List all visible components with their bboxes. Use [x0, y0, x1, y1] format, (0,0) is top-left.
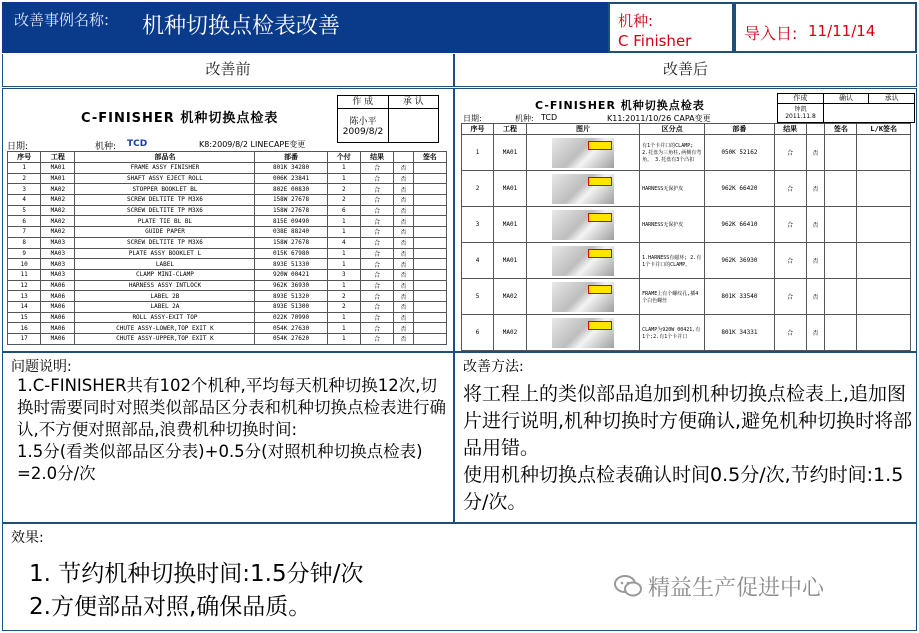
case-name-cell — [2, 2, 608, 53]
process-cell: MA02 — [494, 279, 527, 315]
process-cell: MA02 — [494, 315, 527, 351]
table-cell: 否 — [394, 323, 413, 334]
intro-date-cell — [734, 2, 917, 53]
before-col-header: 部品名 — [75, 152, 255, 163]
signature-cell — [413, 248, 446, 259]
watermark-text: 精益生产促进中心 — [648, 576, 825, 601]
table-cell: 1 — [327, 248, 360, 259]
after-col-header: 图片 — [526, 124, 639, 135]
table-cell: MA03 — [41, 259, 75, 270]
table-cell: 否 — [394, 227, 413, 238]
table-cell: 合 — [360, 163, 393, 174]
model-cell — [608, 2, 734, 53]
problem-text: 1.C-FINISHER共有102个机种,平均每天机种切换12次,切换时需要同时对照类似部品区分表和机种切换点检表进行确认,不方便对照部品,浪费机种切换时间: 1.5分(看类似部品区分表)+0.5分(对照机种切换点检表) =2.0分/次 — [17, 376, 446, 483]
table-cell: MA03 — [41, 237, 75, 248]
result-ng: 否 — [806, 135, 825, 171]
table-cell: 3 — [8, 184, 41, 195]
after-stamp-box — [777, 93, 915, 123]
table-cell: 合 — [360, 291, 393, 302]
before-stamp-date: 2009/8/2 — [342, 127, 384, 137]
lk-signature-cell — [857, 279, 911, 315]
table-cell: GUIDE PAPER — [75, 227, 255, 238]
table-cell: SCREW DELTITE TP M3X6 — [75, 237, 255, 248]
table-cell: 015K 67980 — [255, 248, 327, 259]
after-stamp-h3: 承认 — [884, 94, 899, 102]
method-caption: 改善方法: — [463, 359, 524, 375]
table-row — [8, 195, 447, 206]
after-stamp-h1: 作成 — [778, 94, 824, 103]
table-cell: 合 — [360, 259, 393, 270]
table-cell: MA02 — [41, 205, 75, 216]
after-doc-title: C-FINISHER 机种切换点检表 — [535, 99, 705, 112]
after-col-header — [806, 124, 825, 135]
table-cell: 合 — [360, 205, 393, 216]
result-ng: 否 — [806, 171, 825, 207]
part-photo-cell — [526, 207, 639, 243]
table-cell: 893E 51330 — [255, 259, 327, 270]
problem-section — [2, 352, 454, 523]
row-number: 4 — [462, 243, 494, 279]
signature-cell — [413, 301, 446, 312]
result-ng: 否 — [806, 207, 825, 243]
table-row — [8, 259, 447, 270]
intro-date-value: 11/11/14 — [808, 22, 876, 40]
table-cell: 合 — [360, 248, 393, 259]
process-cell: MA01 — [494, 207, 527, 243]
model-label: 机种: — [618, 12, 654, 30]
table-cell: 合 — [360, 323, 393, 334]
table-cell: 1 — [327, 334, 360, 345]
signature-cell — [413, 259, 446, 270]
table-cell: PLATE ASSY BOOKLET L — [75, 248, 255, 259]
part-number: 962K 66410 — [705, 207, 774, 243]
table-cell: 合 — [360, 334, 393, 345]
after-col-header: 区分点 — [640, 124, 705, 135]
distinguish-point: CLAMP为920W 00421,有1个;2.有1个卡并口 — [640, 315, 705, 351]
table-cell: 054K 27630 — [255, 323, 327, 334]
table-cell: 8 — [8, 237, 41, 248]
table-cell: 7 — [8, 227, 41, 238]
after-ref: K11:2011/10/26 CAPA变更 — [607, 114, 711, 123]
part-photo — [552, 246, 614, 276]
table-row — [462, 207, 911, 243]
after-col-header: 结果 — [774, 124, 806, 135]
after-checksheet-image — [454, 88, 917, 352]
table-row — [8, 334, 447, 345]
result-ng: 否 — [806, 279, 825, 315]
intro-date-label: 导入日: — [744, 24, 798, 43]
signature-cell — [413, 280, 446, 291]
table-row — [8, 248, 447, 259]
before-stamp-name: 陈小平 — [349, 117, 377, 127]
table-cell: 否 — [394, 205, 413, 216]
table-cell: 006K 23841 — [255, 173, 327, 184]
before-col-header: 个付 — [327, 152, 360, 163]
after-col-header: 签名 — [825, 124, 857, 135]
table-cell: 17 — [8, 334, 41, 345]
signature-cell — [413, 227, 446, 238]
table-cell: 1 — [327, 227, 360, 238]
after-col-header: 序号 — [462, 124, 494, 135]
before-col-header: 签名 — [413, 152, 446, 163]
table-row — [462, 243, 911, 279]
before-checksheet-image — [2, 88, 454, 352]
part-photo — [552, 210, 614, 240]
lk-signature-cell — [857, 135, 911, 171]
table-cell: 158W 27678 — [255, 237, 327, 248]
method-text: 将工程上的类似部品追加到机种切换点检表上,追加图片进行说明,机种切换时方便确认,避免机种切换时将部品用错。 使用机种切换点检表确认时间0.5分/次,节约时间:1.5分/次。 — [463, 383, 913, 513]
table-cell: HARNESS ASSY INTLOCK — [75, 280, 255, 291]
process-cell: MA01 — [494, 171, 527, 207]
before-stamp-box — [337, 95, 439, 143]
row-number: 3 — [462, 207, 494, 243]
table-cell: LABEL 2B — [75, 291, 255, 302]
signature-cell — [413, 195, 446, 206]
table-cell: MA01 — [41, 163, 75, 174]
table-cell: 6 — [8, 216, 41, 227]
after-stamp-h2: 确认 — [824, 94, 870, 103]
method-section — [454, 352, 917, 523]
table-row — [8, 184, 447, 195]
part-photo-cell — [526, 279, 639, 315]
part-number: 801K 33540 — [705, 279, 774, 315]
table-cell: 893E 51320 — [255, 291, 327, 302]
after-date-label: 日期: — [463, 114, 482, 123]
table-cell: 否 — [394, 163, 413, 174]
part-photo — [552, 174, 614, 204]
table-cell: 158W 27678 — [255, 195, 327, 206]
table-cell: MA06 — [41, 301, 75, 312]
result-ok: 合 — [774, 135, 806, 171]
highlight-tag — [588, 285, 612, 294]
case-name-label: 改善事例名称: — [14, 11, 110, 29]
signature-cell — [825, 279, 857, 315]
table-cell: 893E 51300 — [255, 301, 327, 312]
after-heading: 改善后 — [454, 54, 917, 87]
table-cell: MA02 — [41, 216, 75, 227]
table-cell: 2 — [327, 184, 360, 195]
table-cell: 1 — [327, 259, 360, 270]
table-cell: 802E 00830 — [255, 184, 327, 195]
highlight-tag — [588, 321, 612, 330]
table-cell: MA01 — [41, 173, 75, 184]
distinguish-point: FRAME上有个螺纹孔,插4个白色螺丝 — [640, 279, 705, 315]
table-cell: 2 — [327, 195, 360, 206]
table-cell: 038E 88240 — [255, 227, 327, 238]
signature-cell — [413, 205, 446, 216]
process-cell: MA01 — [494, 243, 527, 279]
table-cell: ROLL ASSY-EXIT TOP — [75, 312, 255, 323]
table-cell: 6 — [327, 205, 360, 216]
distinguish-point: HARNESS无保护皮 — [640, 171, 705, 207]
signature-cell — [413, 334, 446, 345]
table-row — [8, 269, 447, 280]
table-cell: 否 — [394, 248, 413, 259]
table-cell: 2 — [8, 173, 41, 184]
before-model-value: TCD — [127, 139, 148, 149]
result-ok: 合 — [774, 171, 806, 207]
table-cell: 合 — [360, 195, 393, 206]
table-cell: MA03 — [41, 248, 75, 259]
table-cell: CHUTE ASSY-LOWER,TOP EXIT K — [75, 323, 255, 334]
table-row — [462, 135, 911, 171]
after-col-header: 工程 — [494, 124, 527, 135]
row-number: 2 — [462, 171, 494, 207]
part-number: 962K 36930 — [705, 243, 774, 279]
table-cell: 16 — [8, 323, 41, 334]
part-photo — [552, 138, 614, 168]
table-cell: MA02 — [41, 195, 75, 206]
table-cell: 合 — [360, 280, 393, 291]
part-number: 962K 66420 — [705, 171, 774, 207]
signature-cell — [825, 171, 857, 207]
table-cell: 否 — [394, 216, 413, 227]
signature-cell — [825, 207, 857, 243]
table-cell: 13 — [8, 291, 41, 302]
table-row — [8, 163, 447, 174]
wechat-icon — [614, 574, 642, 598]
table-cell: SHAFT ASSY EJECT ROLL — [75, 173, 255, 184]
table-row — [462, 279, 911, 315]
table-cell: 5 — [8, 205, 41, 216]
table-cell: 否 — [394, 237, 413, 248]
table-row — [8, 312, 447, 323]
table-cell: 否 — [394, 173, 413, 184]
table-cell: 801K 34280 — [255, 163, 327, 174]
before-stamp-h2: 承 认 — [402, 97, 424, 107]
lk-signature-cell — [857, 315, 911, 351]
signature-cell — [413, 312, 446, 323]
signature-cell — [413, 163, 446, 174]
table-cell: SCREW DELTITE TP M3X6 — [75, 205, 255, 216]
after-model-value: TCD — [541, 113, 558, 122]
before-date-label: 日期: — [7, 142, 29, 152]
table-cell: CLAMP MINI-CLAMP — [75, 269, 255, 280]
table-cell: MA06 — [41, 280, 75, 291]
table-cell: 920W 00421 — [255, 269, 327, 280]
signature-cell — [825, 243, 857, 279]
after-checklist-table — [461, 123, 911, 351]
table-cell: FRAME ASSY FINISHER — [75, 163, 255, 174]
signature-cell — [413, 237, 446, 248]
after-stamp-date: 2011.11.8 — [785, 113, 816, 120]
highlight-tag — [588, 141, 612, 150]
signature-cell — [413, 173, 446, 184]
part-photo — [552, 282, 614, 312]
signature-cell — [413, 184, 446, 195]
table-cell: 054K 27620 — [255, 334, 327, 345]
table-cell: 否 — [394, 280, 413, 291]
signature-cell — [825, 315, 857, 351]
row-number: 1 — [462, 135, 494, 171]
after-model-label: 机种: — [515, 114, 534, 123]
distinguish-point: 1.HARNESS有磁环; 2.有1个卡并口的CLAMP。 — [640, 243, 705, 279]
table-cell: 1 — [327, 163, 360, 174]
table-cell: 10 — [8, 259, 41, 270]
after-stamp-name: 钟凯 — [794, 106, 807, 113]
model-value: C Finisher — [618, 32, 692, 50]
table-row — [8, 173, 447, 184]
table-cell: 否 — [394, 269, 413, 280]
lk-signature-cell — [857, 171, 911, 207]
table-row — [8, 280, 447, 291]
row-number: 5 — [462, 279, 494, 315]
table-row — [8, 216, 447, 227]
table-cell: 962K 36930 — [255, 280, 327, 291]
table-cell: 否 — [394, 195, 413, 206]
table-row — [462, 171, 911, 207]
table-cell: 1 — [327, 323, 360, 334]
distinguish-point: HARNESS无保护皮 — [640, 207, 705, 243]
before-col-header: 工程 — [41, 152, 75, 163]
signature-cell — [825, 135, 857, 171]
table-row — [8, 323, 447, 334]
before-checklist-table — [7, 151, 447, 345]
table-cell: PLATE TIE BL BL — [75, 216, 255, 227]
highlight-tag — [588, 249, 612, 258]
table-cell: 否 — [394, 301, 413, 312]
table-cell: MA06 — [41, 334, 75, 345]
signature-cell — [413, 269, 446, 280]
result-ok: 合 — [774, 279, 806, 315]
table-row — [8, 301, 447, 312]
case-name-value: 机种切换点检表改善 — [142, 14, 341, 39]
part-photo-cell — [526, 135, 639, 171]
lk-signature-cell — [857, 207, 911, 243]
table-cell: 合 — [360, 301, 393, 312]
effect-line-2: 2.方便部品对照,确保品质。 — [29, 594, 312, 620]
before-col-header — [394, 152, 413, 163]
table-cell: 否 — [394, 312, 413, 323]
table-cell: 合 — [360, 237, 393, 248]
part-photo-cell — [526, 243, 639, 279]
problem-caption: 问题说明: — [11, 359, 72, 375]
table-cell: 2 — [327, 291, 360, 302]
table-cell: 158W 27678 — [255, 205, 327, 216]
result-ok: 合 — [774, 207, 806, 243]
highlight-tag — [588, 177, 612, 186]
part-photo-cell — [526, 171, 639, 207]
table-cell: 022K 70990 — [255, 312, 327, 323]
effect-line-1: 1. 节约机种切换时间:1.5分钟/次 — [29, 561, 364, 587]
table-cell: 合 — [360, 312, 393, 323]
table-cell: STOPPER BOOKLET BL — [75, 184, 255, 195]
table-row — [8, 205, 447, 216]
part-photo-cell — [526, 315, 639, 351]
signature-cell — [413, 291, 446, 302]
before-model-label: 机种: — [95, 142, 117, 152]
table-row — [8, 237, 447, 248]
table-cell: 1 — [327, 280, 360, 291]
table-cell: 1 — [327, 173, 360, 184]
table-cell: LABEL — [75, 259, 255, 270]
process-cell: MA01 — [494, 135, 527, 171]
table-cell: 11 — [8, 269, 41, 280]
table-cell: 4 — [8, 195, 41, 206]
result-ng: 否 — [806, 315, 825, 351]
part-number: 050K 52162 — [705, 135, 774, 171]
result-ng: 否 — [806, 243, 825, 279]
after-col-header: 部番 — [705, 124, 774, 135]
before-heading: 改善前 — [2, 54, 454, 87]
table-cell: 否 — [394, 291, 413, 302]
table-cell: MA02 — [41, 184, 75, 195]
table-cell: 3 — [327, 269, 360, 280]
before-col-header: 部番 — [255, 152, 327, 163]
table-cell: 合 — [360, 173, 393, 184]
table-cell: 9 — [8, 248, 41, 259]
table-cell: MA06 — [41, 312, 75, 323]
result-ok: 合 — [774, 315, 806, 351]
before-doc-title: C-FINISHER 机种切换点检表 — [81, 111, 279, 126]
table-cell: 否 — [394, 259, 413, 270]
table-cell: 否 — [394, 184, 413, 195]
before-ref: K8:2009/8/2 LINECAPE变更 — [199, 140, 306, 149]
table-cell: 2 — [327, 301, 360, 312]
table-cell: LABEL 2A — [75, 301, 255, 312]
lk-signature-cell — [857, 243, 911, 279]
table-cell: CHUTE ASSY-UPPER,TOP EXIT K — [75, 334, 255, 345]
highlight-tag — [588, 213, 612, 222]
table-cell: 1 — [327, 312, 360, 323]
table-cell: MA06 — [41, 323, 75, 334]
table-cell: 12 — [8, 280, 41, 291]
table-cell: 815E 09490 — [255, 216, 327, 227]
table-cell: MA02 — [41, 227, 75, 238]
part-photo — [552, 318, 614, 348]
table-cell: 14 — [8, 301, 41, 312]
table-cell: 合 — [360, 227, 393, 238]
table-row — [462, 315, 911, 351]
effect-caption: 效果: — [11, 530, 44, 546]
table-cell: 4 — [327, 237, 360, 248]
after-col-header: L/K签名 — [857, 124, 911, 135]
signature-cell — [413, 323, 446, 334]
result-ok: 合 — [774, 243, 806, 279]
table-cell: 合 — [360, 184, 393, 195]
table-cell: MA06 — [41, 291, 75, 302]
distinguish-point: 有1个卡并口的CLAMP; 2.托盘为三角柱,两侧有弯角。 3.托盘有3个凸扣 — [640, 135, 705, 171]
signature-cell — [413, 216, 446, 227]
table-cell: 否 — [394, 334, 413, 345]
table-cell: 15 — [8, 312, 41, 323]
table-cell: SCREW DELTITE TP M3X6 — [75, 195, 255, 206]
before-col-header: 结果 — [360, 152, 393, 163]
row-number: 6 — [462, 315, 494, 351]
table-cell: 合 — [360, 269, 393, 280]
table-cell: 1 — [327, 216, 360, 227]
part-number: 801K 34331 — [705, 315, 774, 351]
table-cell: 合 — [360, 216, 393, 227]
table-cell: MA03 — [41, 269, 75, 280]
table-row — [8, 291, 447, 302]
before-stamp-h1: 作 成 — [338, 96, 389, 108]
before-col-header: 序号 — [8, 152, 41, 163]
table-row — [8, 227, 447, 238]
table-cell: 1 — [8, 163, 41, 174]
